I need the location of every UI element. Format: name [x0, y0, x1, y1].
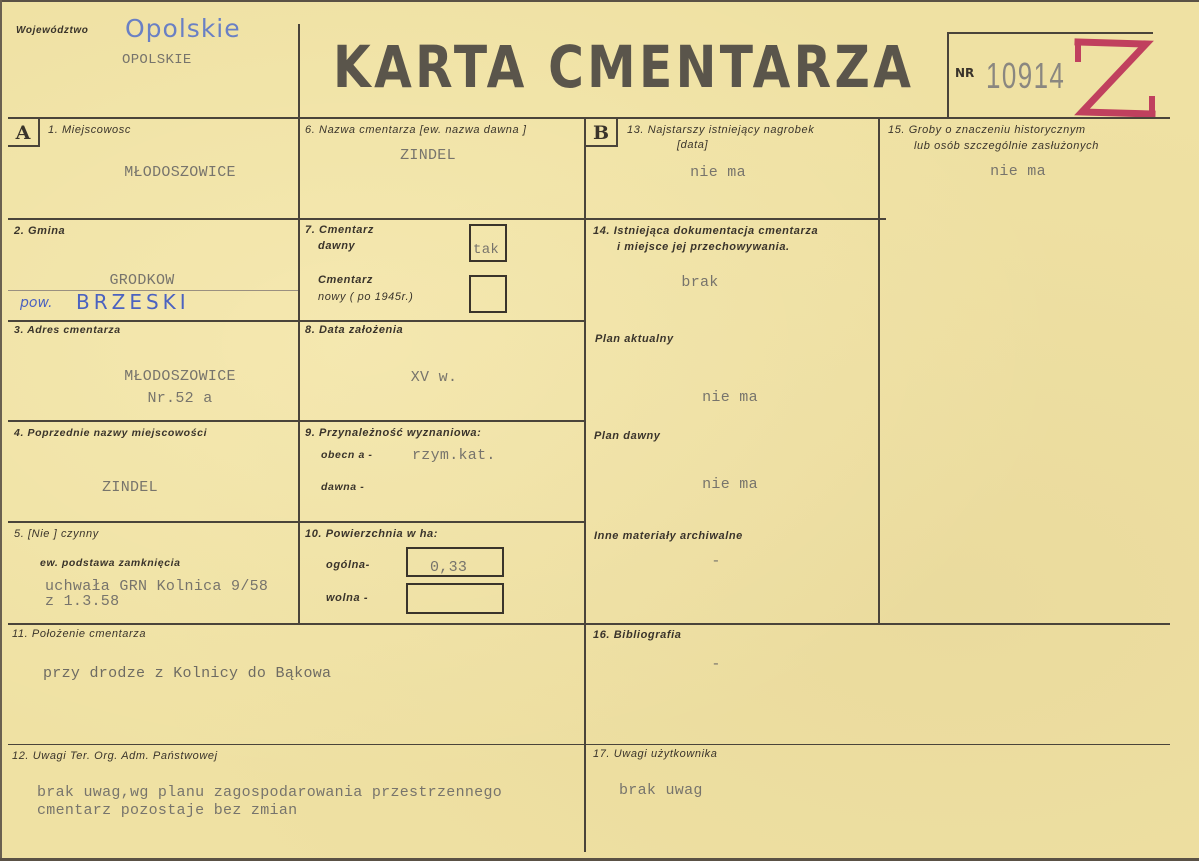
field-10-total-label: ogólna- — [326, 559, 370, 571]
field-7-new-label-1: Cmentarz — [318, 274, 373, 286]
old-cemetery-checkbox[interactable] — [469, 224, 507, 262]
section-b-marker: B — [586, 119, 618, 147]
field-15-value: nie ma — [990, 163, 1046, 180]
field-5-label: 5. [Nie ] czynny — [14, 528, 99, 540]
field-3-value-line-2: Nr.52 a — [147, 390, 213, 407]
field-14-value: brak — [681, 274, 719, 291]
field-5-value-line-2: z 1.3.58 — [45, 593, 120, 610]
red-z-mark-icon — [1068, 34, 1158, 122]
other-archives-value: - — [711, 553, 721, 570]
row-line-3 — [8, 420, 586, 422]
header-divider — [298, 24, 300, 118]
field-1-value: MŁODOSZOWICE — [124, 164, 236, 181]
field-8-label: 8. Data założenia — [305, 324, 404, 336]
section-a-marker: A — [8, 119, 40, 147]
field-15-sublabel: lub osób szczególnie zasłużonych — [914, 140, 1099, 152]
field-4-label: 4. Poprzednie nazwy miejscowości — [14, 427, 208, 439]
field-12-value-line-2: cmentarz pozostaje bez zmian — [37, 802, 298, 819]
field-3-value-line-1: MŁODOSZOWICE — [124, 368, 236, 385]
field-17-value: brak uwag — [619, 782, 703, 799]
plan-current-value: nie ma — [702, 389, 758, 406]
field-4-value: ZINDEL — [102, 479, 158, 496]
field-15-label: 15. Groby o znaczeniu historycznym — [888, 124, 1086, 136]
field-9-current-label: obecn a - — [321, 449, 373, 461]
new-cemetery-checkbox[interactable] — [469, 275, 507, 313]
old-cemetery-value: tak — [473, 242, 500, 258]
field-14-label: 14. Istniejąca dokumentacja cmentarza — [593, 225, 819, 237]
field-12-value-line-1: brak uwag,wg planu zagospodarowania przestrzennego — [37, 784, 503, 801]
field-2-label: 2. Gmina — [14, 225, 66, 237]
field-14-sublabel: i miejsce jej przechowywania. — [617, 241, 790, 253]
plan-former-value: nie ma — [702, 476, 758, 493]
row-line-2a — [8, 320, 298, 322]
field-7-new-label-2: nowy ( po 1945r.) — [318, 291, 414, 303]
col-divider-1 — [298, 117, 300, 624]
row-line-6 — [8, 744, 1170, 745]
plan-former-label: Plan dawny — [594, 430, 661, 442]
col-divider-3 — [878, 117, 880, 624]
field-16-label: 16. Bibliografia — [593, 629, 682, 641]
row-line-2b — [298, 320, 586, 322]
field-7-label: 7. Cmentarz — [305, 224, 374, 236]
row-line-4 — [8, 521, 586, 523]
field-1-label: 1. Miejscowosc — [48, 124, 131, 136]
card-edge-top — [0, 0, 1199, 2]
field-12-label: 12. Uwagi Ter. Org. Adm. Państwowej — [12, 750, 218, 762]
row-line-5 — [8, 623, 1170, 625]
area-total-value: 0,33 — [430, 559, 468, 576]
record-number-value: 10914 — [986, 55, 1066, 96]
field-10-label: 10. Powierzchnia w ha: — [305, 528, 439, 540]
record-number-label: NR — [955, 66, 975, 80]
card-edge-left — [0, 0, 2, 861]
card-title: KARTA CMENTARZA — [333, 33, 915, 101]
field-8-value: XV w. — [410, 369, 458, 386]
handwritten-district-prefix: pow. — [20, 295, 53, 311]
handwritten-district: BRZESKI — [76, 290, 190, 314]
field-13-label: 13. Najstarszy istniejący nagrobek — [627, 124, 815, 136]
field-5-sublabel: ew. podstawa zamknięcia — [40, 557, 181, 569]
field-16-value: - — [711, 656, 721, 673]
row-line-1 — [8, 218, 886, 220]
field-11-value: przy drodze z Kolnicy do Bąkowa — [43, 665, 332, 682]
voivodeship-stamp: Opolskie — [125, 14, 241, 43]
field-9-label: 9. Przynależność wyznaniowa: — [305, 427, 482, 439]
nr-box-left — [947, 32, 949, 118]
field-17-label: 17. Uwagi użytkownika — [593, 748, 718, 760]
other-archives-label: Inne materiały archiwalne — [594, 530, 743, 542]
field-9-current-value: rzym.kat. — [412, 447, 496, 464]
voivodeship-value: OPOLSKIE — [122, 52, 192, 68]
plan-current-label: Plan aktualny — [595, 333, 674, 345]
col-divider-2 — [584, 117, 586, 852]
field-3-label: 3. Adres cmentarza — [14, 324, 121, 336]
area-total-box[interactable] — [406, 547, 504, 577]
field-7-old-label: dawny — [318, 240, 356, 252]
field-10-free-label: wolna - — [326, 592, 369, 604]
field-6-value: ZINDEL — [400, 147, 456, 164]
field-13-value: nie ma — [690, 164, 746, 181]
field-6-label: 6. Nazwa cmentarza [ew. nazwa dawna ] — [305, 124, 527, 136]
area-free-box[interactable] — [406, 583, 504, 614]
voivodeship-label: Województwo — [16, 25, 89, 36]
field-2-value: GRODKOW — [109, 272, 175, 289]
field-9-former-label: dawna - — [321, 481, 365, 493]
field-13-sublabel: [data] — [677, 139, 709, 151]
field-11-label: 11. Położenie cmentarza — [12, 628, 147, 640]
field-5-value-line-1: uchwała GRN Kolnica 9/58 — [45, 578, 269, 595]
